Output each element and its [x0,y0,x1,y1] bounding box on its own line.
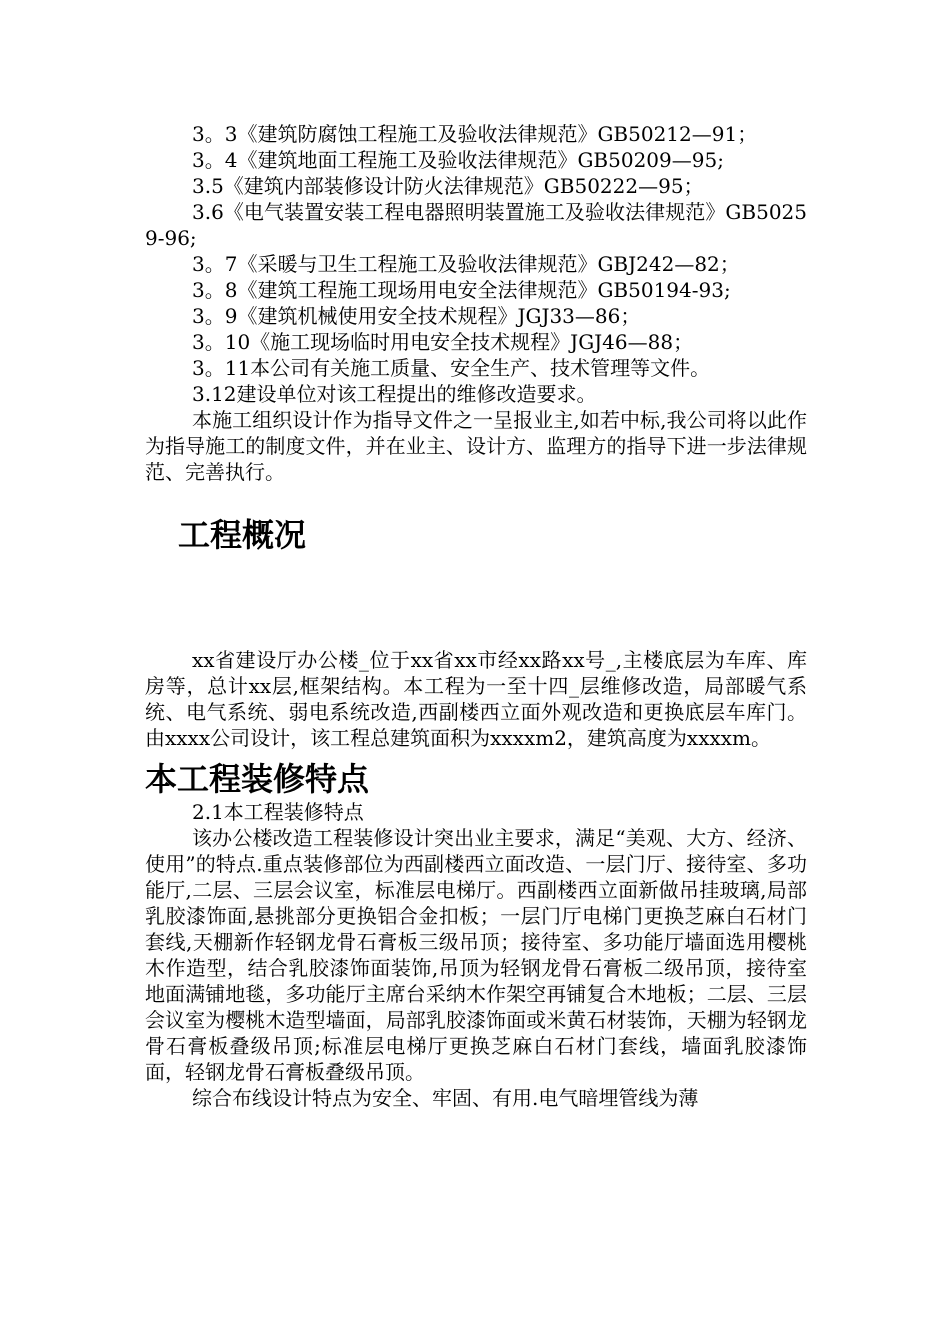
reference-item-3-10: 3。10《施工现场临时用电安全技术规程》JGJ46—88； [192,330,694,354]
overview-paragraph: xx省建设厅办公楼_位于xx省xx市经xx路xx号_,主楼底层为车库、库房等，总计xx层,框架结构。本工程为一至十四_层维修改造，局部暖气系统、电气系统、弱电系统改造,西副楼西立面外观改造和更换底层车库门。由xxxx公司设计，该工程总建筑面积为xxxxm2，建筑高度为xxxxm。 [145,648,807,750]
section-heading-overview: 工程概况 [178,516,307,554]
reference-item-3-3: 3。3《建筑防腐蚀工程施工及验收法律规范》GB50212—91； [192,122,758,146]
intro-paragraph: 本施工组织设计作为指导文件之一呈报业主,如若中标,我公司将以此作为指导施工的制度文件，并在业主、设计方、监理方的指导下进一步法律规范、完善执行。 [145,408,807,484]
features-paragraph-2: 综合布线设计特点为安全、牢固、有用.电气暗埋管线为薄 [192,1086,699,1110]
reference-item-3-6: 3.6《电气装置安装工程电器照明装置施工及验收法律规范》GB50259-96; [145,200,807,250]
reference-item-3-8: 3。8《建筑工程施工现场用电安全法律规范》GB50194-93; [192,278,731,302]
document-page [145,121,807,1111]
reference-item-3-12: 3.12建设单位对该工程提出的维修改造要求。 [192,382,597,406]
features-paragraph-1: 该办公楼改造工程装修设计突出业主要求，满足“美观、大方、经济、使用”的特点.重点装修部位为西副楼西立面改造、一层门厅、接待室、多功能厅,二层、三层会议室，标准层电梯厅。西副楼西立面新做吊挂玻璃,局部乳胶漆饰面,悬挑部分更换铝合金扣板；一层门厅电梯门更换芝麻白石材门套线,天棚新作轻钢龙骨石膏板三级吊顶；接待室、多功能厅墙面选用樱桃木作造型，结合乳胶漆饰面装饰,吊顶为轻钢龙骨石膏板二级吊顶，接待室地面满铺地毯，多功能厅主席台采纳木作架空再铺复合木地板；二层、三层会议室为樱桃木造型墙面，局部乳胶漆饰面或米黄石材装饰，天棚为轻钢龙骨石膏板叠级吊顶;标准层电梯厅更换芝麻白石材门套线，墙面乳胶漆饰面，轻钢龙骨石膏板叠级吊顶。 [145,826,807,1084]
reference-item-3-5: 3.5《建筑内部装修设计防火法律规范》GB50222—95； [192,174,704,198]
reference-item-3-7: 3。7《采暖与卫生工程施工及验收法律规范》GBJ242—82； [192,252,740,276]
reference-item-3-9: 3。9《建筑机械使用安全技术规程》JGJ33—86； [192,304,641,328]
section-heading-features: 本工程装修特点 [145,760,370,798]
features-subheading: 2.1本工程装修特点 [192,800,364,824]
reference-item-3-11: 3。11本公司有关施工质量、安全生产、技术管理等文件。 [192,356,711,380]
reference-item-3-4: 3。4《建筑地面工程施工及验收法律规范》GB50209—95; [192,148,724,172]
